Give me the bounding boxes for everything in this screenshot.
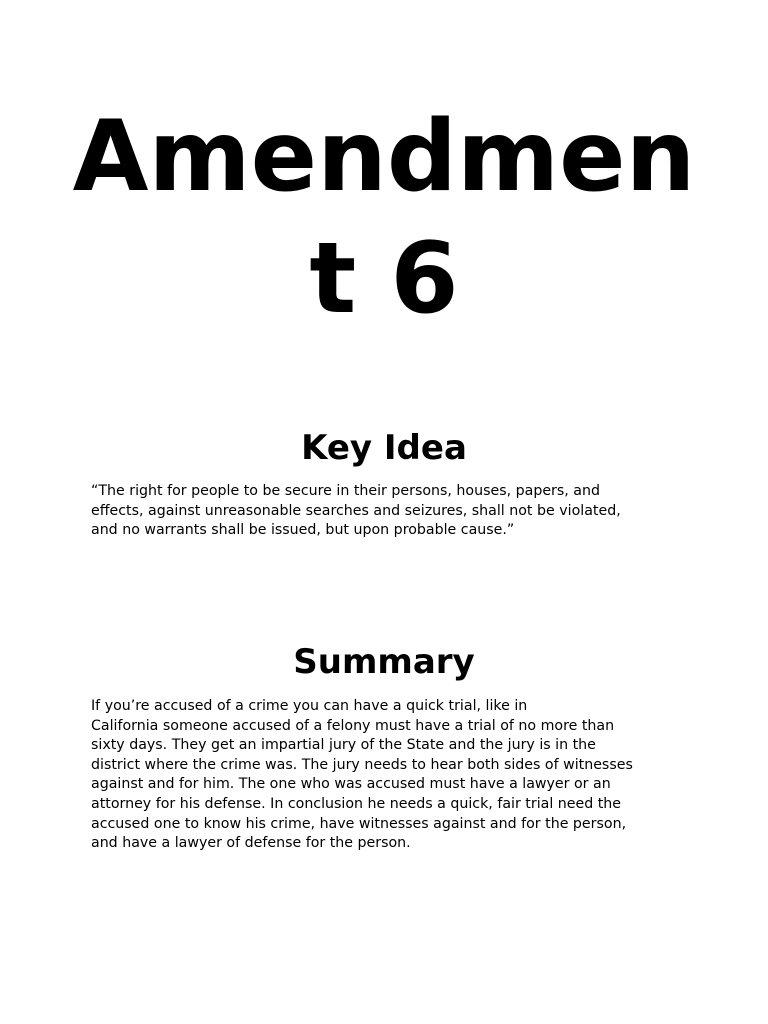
summary-paragraph: If you’re accused of a crime you can have a quick trial, like in California someone accused of a felony must have a trial of no more than sixty days. They get an impartial jury of the State and the jury is in the district where the crime was. The jury needs to hear both sides of witnesses against and for him. The one who was accused must have a lawyer or an attorney for his defense. In conclusion he needs a quick, fair trial need the accused one to know his crime, have witnesses against and for the person, and have a lawyer of defense for the person.: [91, 698, 633, 852]
key-idea-heading: Key Idea: [301, 428, 467, 468]
page-title-line-1: Amendmen: [72, 100, 696, 214]
key-idea-quote: “The right for people to be secure in their persons, houses, papers, and effects, against unreasonable searches and seizures, shall not be violated, and no warrants shall be issued, but upon probable cause.”: [91, 483, 621, 539]
page-title-line-2: t 6: [309, 222, 459, 336]
page-title: [0, 96, 768, 340]
summary-heading: Summary: [293, 642, 475, 682]
